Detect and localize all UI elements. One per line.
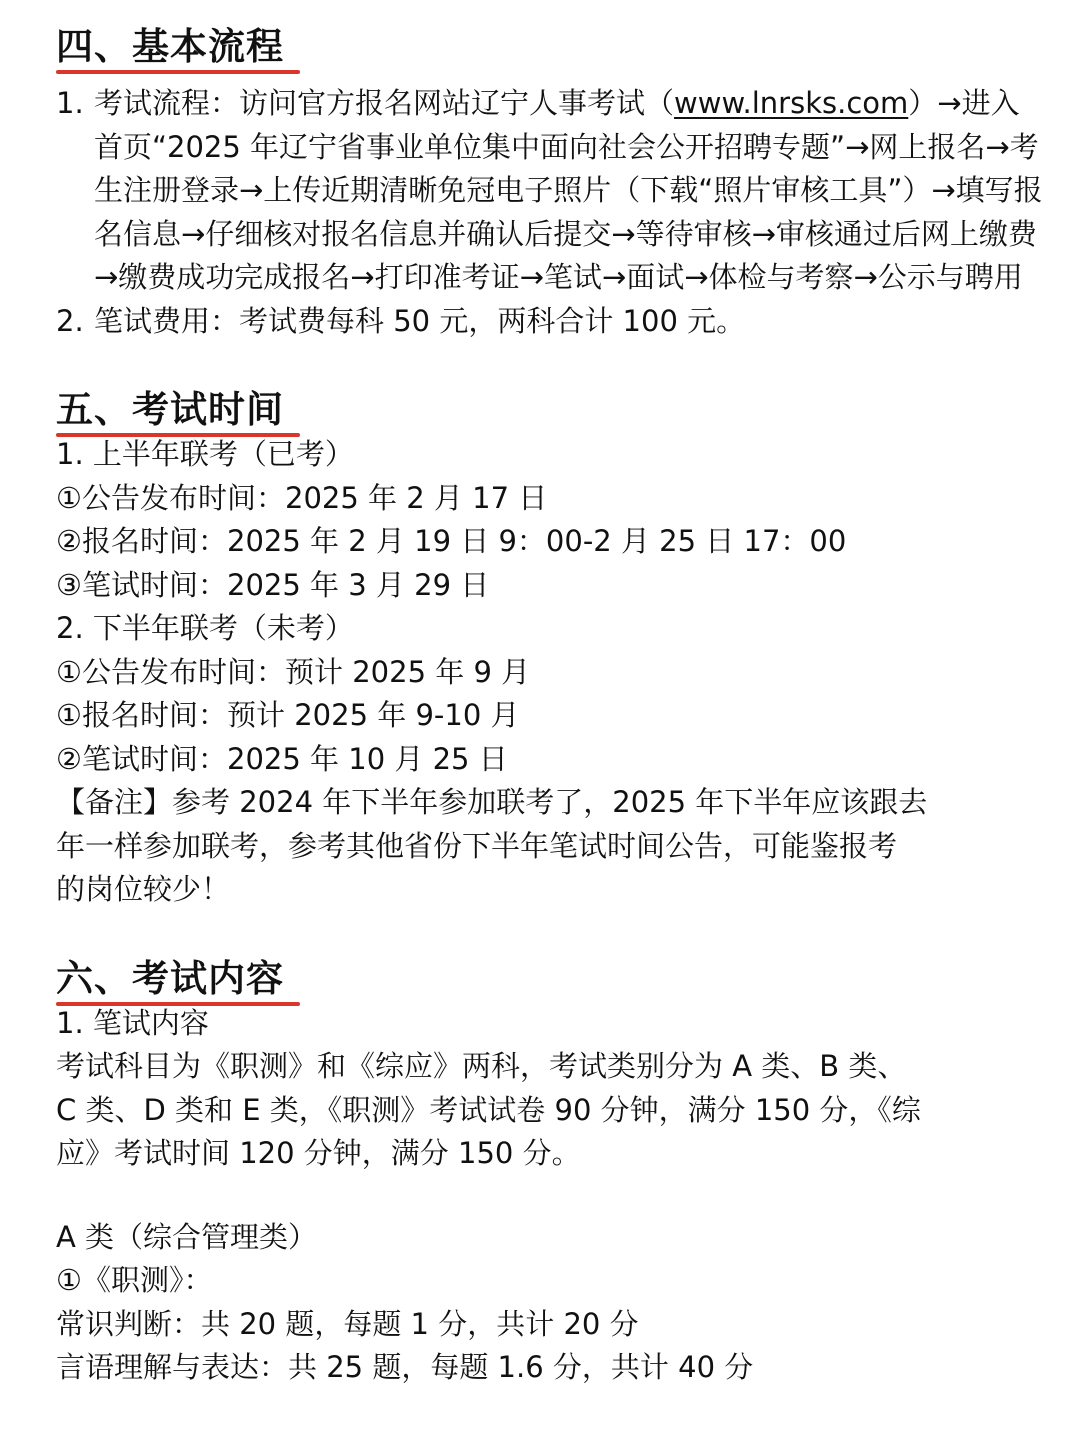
- text-line: 1. 上半年联考（已考）: [56, 437, 354, 471]
- text-line: ①《职测》：: [56, 1263, 213, 1297]
- section-exam-content: [56, 956, 1046, 1390]
- section-basic-process: [56, 24, 1046, 343]
- text-line: 常识判断：共 20 题，每题 1 分，共计 20 分: [56, 1306, 639, 1341]
- item-text-pre: 考试流程：访问官方报名网站辽宁人事考试（: [94, 86, 675, 120]
- sub-heading: A 类（综合管理类）: [56, 1219, 318, 1254]
- section-heading-text: 四、基本流程: [56, 25, 284, 68]
- text-line: ②报名时间：2025 年 2 月 19 日 9：00-2 月 25 日 17：00: [56, 524, 847, 558]
- text-line: 考试科目为《职测》和《综应》两科，考试类别分为 A 类、B 类、: [56, 1049, 907, 1083]
- section-heading: [56, 956, 300, 1002]
- heading-underline: [56, 70, 300, 74]
- note-line: 年一样参加联考，参考其他省份下半年笔试时间公告，可能鉴报考: [56, 828, 898, 863]
- item-number: 1.: [56, 86, 84, 120]
- website-link[interactable]: www.lnrsks.com: [674, 86, 909, 120]
- text-line: C 类、D 类和 E 类，《职测》考试试卷 90 分钟，满分 150 分，《综: [56, 1092, 921, 1127]
- list-item: [56, 82, 1046, 300]
- text-line: ②笔试时间：2025 年 10 月 25 日: [56, 741, 508, 776]
- text-line: ①公告发布时间：2025 年 2 月 17 日: [56, 480, 548, 515]
- section-heading-text: 六、考试内容: [56, 956, 284, 1000]
- note-line: 的岗位较少！: [56, 872, 231, 906]
- text-line: ①公告发布时间：预计 2025 年 9 月: [56, 654, 531, 689]
- section-heading: [56, 24, 300, 70]
- section-exam-time: [56, 387, 1046, 912]
- text-line: 言语理解与表达：共 25 题，每题 1.6 分，共计 40 分: [56, 1350, 754, 1384]
- item-text: [94, 86, 1043, 294]
- note-line: 【备注】参考 2024 年下半年参加联考了，2025 年下半年应该跟去: [56, 785, 928, 819]
- item-text: 笔试费用：考试费每科 50 元，两科合计 100 元。: [94, 303, 746, 338]
- text-line: 应》考试时间 120 分钟，满分 150 分。: [56, 1136, 581, 1170]
- list-item: [56, 300, 1046, 344]
- text-line: 2. 下半年联考（未考）: [56, 611, 354, 645]
- text-line: ①报名时间：预计 2025 年 9-10 月: [56, 698, 520, 732]
- section-heading: [56, 387, 300, 433]
- text-line: 1. 笔试内容: [56, 1005, 209, 1040]
- text-line: ③笔试时间：2025 年 3 月 29 日: [56, 567, 490, 602]
- heading-underline: [56, 1002, 300, 1006]
- document-page: [56, 0, 1046, 1390]
- section-heading-text: 五、考试时间: [56, 388, 284, 431]
- item-text-post: ）→进入首页“2025 年辽宁省事业单位集中面向社会公开招聘专题”→网上报名→考生注册登录→上传近期清晰免冠电子照片（下载“照片审核工具”）→填写报名信息→仔细核对报名信息并确认后提交→等待审核→审核通过后网上缴费→缴费成功完成报名→打印准考证→笔试→面试→体检与考察→公示与聘用: [94, 86, 1043, 294]
- item-number: 2.: [56, 303, 84, 338]
- heading-underline: [56, 433, 300, 437]
